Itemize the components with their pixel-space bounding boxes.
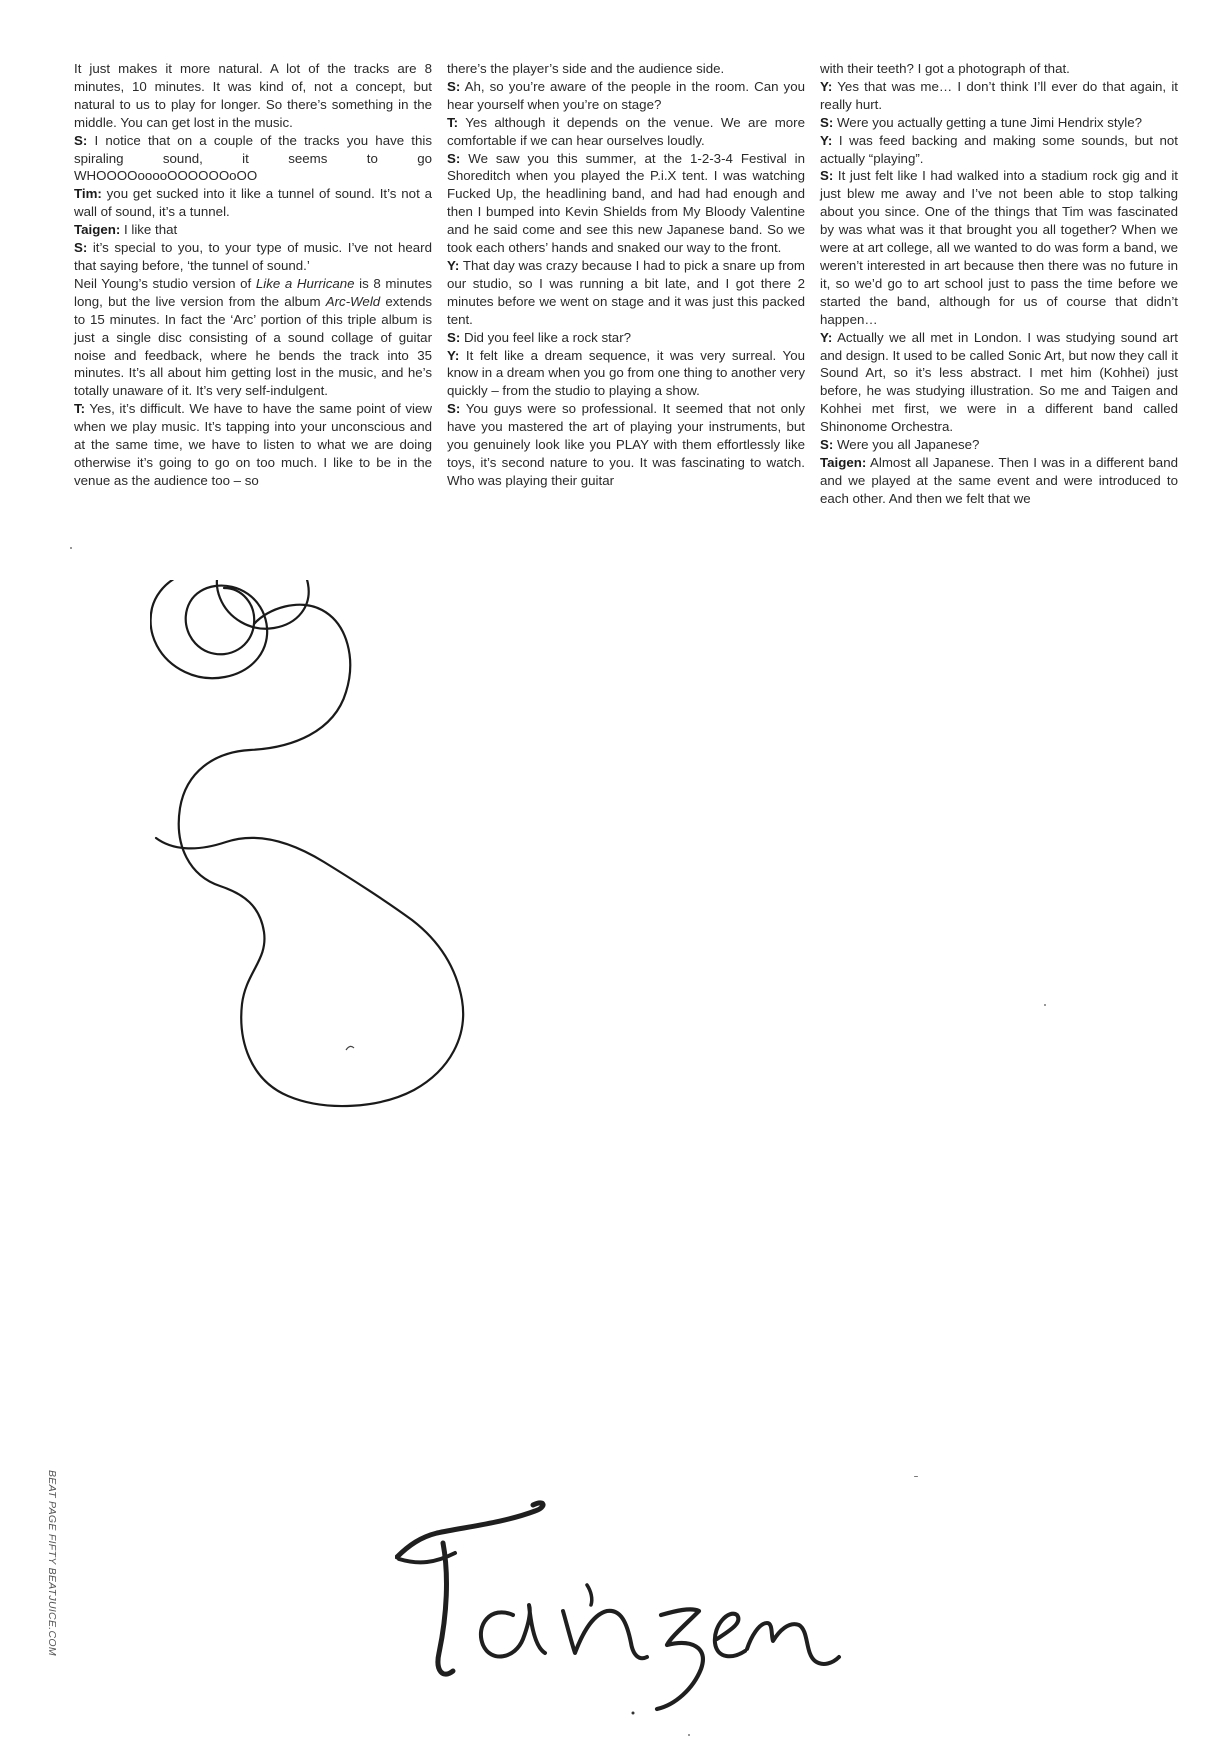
signature-stroke-a — [481, 1605, 545, 1656]
speaker-label: Taigen: — [74, 222, 121, 238]
article-paragraph: Tim: you get sucked into it like a tunnel of sound. It’s not a wall of sound, it’s a tunnel. — [74, 186, 432, 220]
drawing-long-stroke — [156, 605, 463, 1106]
article-column-2 — [447, 60, 805, 516]
signature-stroke-t-stem — [438, 1543, 453, 1674]
italic-title: Like a Hurricane — [255, 275, 355, 291]
signature-stroke-t-bar — [397, 1503, 543, 1557]
article-paragraph: S: Were you all Japanese? — [820, 437, 980, 453]
italic-title: Arc-Weld — [325, 293, 381, 309]
article-paragraph: with their teeth? I got a photograph of that. — [820, 61, 1070, 76]
article-paragraph: Y: Yes that was me… I don’t think I’ll ever do that again, it really hurt. — [820, 78, 1178, 112]
article-paragraph: Y: Actually we all met in London. I was studying sound art and design. It used to be called Sonic Art, but now they call it Sound Art, so it’s less abstract. I met him (Kohhei) just before, he was studying illustration. So me and Taigen and Kohhei met first, we were in a different band called Shinonome Orchestra. — [820, 329, 1178, 435]
article-paragraph: T: Yes, it’s difficult. We have to have the same point of view when we play music. It’s tapping into your unconscious and at the same time, we have to listen to what we are doing otherwise it’s going to go on too much. I like to be in the venue as the audience too – so — [74, 401, 432, 488]
article-paragraph: T: Yes although it depends on the venue. We are more comfortable if we can hear ourselves loudly. — [447, 114, 805, 148]
speaker-label: S: — [447, 401, 461, 417]
speaker-label: Taigen: — [820, 454, 867, 470]
speaker-label: S: — [74, 240, 88, 256]
signature-stroke-e — [715, 1614, 745, 1657]
article-paragraph: S: We saw you this summer, at the 1-2-3-4 Festival in Shoreditch when you played the P.i.X tent. I was watching Fucked Up, the headlining band, and had had enough and then I bumped into Kevin Shields from My Bloody Valentine and he said come and see this new Japanese band. So we took each others’ hands and snaked our way to the front. — [447, 150, 805, 256]
speaker-label: Y: — [820, 329, 833, 345]
article-paragraph: S: I notice that on a couple of the tracks you have this spiraling sound, it seems to go WHOOOOooooOOOOOOoOO — [74, 132, 432, 184]
article-paragraph: S: it’s special to you, to your type of music. I’ve not heard that saying before, ‘the tunnel of sound.’ — [74, 240, 432, 273]
side-caption: BEAT PAGE FIFTY BEATJUICE.COM — [46, 1470, 58, 1656]
speaker-label: S: — [447, 78, 461, 94]
speaker-label: T: — [74, 401, 86, 417]
speaker-label: S: — [447, 329, 461, 345]
speaker-label: Y: — [447, 257, 460, 273]
article-paragraph: Y: That day was crazy because I had to pick a snare up from our studio, so I was running a bit late, and I got there 2 minutes before we went on stage and it was just this packed tent. — [447, 257, 805, 327]
article-paragraph: Taigen: Almost all Japanese. Then I was in a different band and we played at the same event and were introduced to each other. And then we felt that we — [820, 454, 1178, 506]
signature-stroke-i-dot — [587, 1585, 592, 1605]
article-paragraph: Y: I was feed backing and making some sounds, but not actually “playing”. — [820, 132, 1178, 166]
article-paragraph: Y: It felt like a dream sequence, it was very surreal. You know in a dream when you go from one thing to another very quickly – from the studio to playing a show. — [447, 347, 805, 399]
article-column-3 — [820, 60, 1178, 516]
speaker-label: S: — [447, 150, 461, 166]
signature-dot — [632, 1712, 635, 1715]
speaker-label: S: — [74, 132, 88, 148]
article-paragraph: Neil Young’s studio version of Like a Hurricane is 8 minutes long, but the live version from the album Arc-Weld extends to 15 minutes. In fact the ‘Arc’ portion of this triple album is just a single disc consisting of a sound collage of guitar noise and feedback, where he bends the track into 35 minutes. It’s all about him getting lost in the music, and he’s totally unaware of it. It’s very self-indulgent. — [74, 275, 432, 399]
speaker-label: S: — [820, 437, 834, 453]
paper-speck — [688, 1734, 690, 1736]
signature-stroke-g — [657, 1609, 703, 1709]
drawing-spiral-loop — [151, 580, 268, 678]
article-paragraph: Taigen: I like that — [74, 222, 178, 238]
article-paragraph: It just makes it more natural. A lot of the tracks are 8 minutes, 10 minutes. It was kind of, not a concept, but natural to us to play for longer. So there’s something in the middle. You can get lost in the music. — [74, 61, 432, 130]
speaker-label: Y: — [447, 347, 460, 363]
article-paragraph: there’s the player’s side and the audience side. — [447, 61, 725, 76]
handwritten-signature — [395, 1465, 855, 1725]
paper-speck — [914, 1476, 918, 1477]
article-paragraph: S: You guys were so professional. It seemed that not only have you mastered the art of playing your instruments, but you genuinely look like you PLAY with them effortlessly like toys, it’s second nature to you. It was fascinating to watch. Who was playing their guitar — [447, 401, 805, 488]
speaker-label: Y: — [820, 78, 833, 94]
speaker-label: S: — [820, 114, 834, 130]
signature-stroke-n — [747, 1623, 839, 1664]
paper-speck — [1044, 1004, 1046, 1006]
speaker-label: Y: — [820, 132, 833, 148]
article-paragraph: S: It just felt like I had walked into a stadium rock gig and it just blew me away and I’ve not been able to stop talking about you since. One of the things that Tim was fascinated by was what was it that brought you all together? When we were at art college, all we wanted to do was form a band, we weren’t interested in art because then there was no future in it, so we’d go to art school just to pass the time before we started the band, although for us of course that didn’t happen… — [820, 168, 1178, 327]
line-drawing-illustration — [150, 580, 580, 1240]
speaker-label: T: — [447, 114, 459, 130]
signature-stroke-i — [563, 1611, 647, 1658]
paper-speck — [70, 547, 72, 549]
article-paragraph: S: Ah, so you’re aware of the people in the room. Can you hear yourself when you’re on stage? — [447, 78, 805, 112]
article-columns — [74, 60, 1178, 516]
article-paragraph: S: Did you feel like a rock star? — [447, 329, 632, 345]
drawing-small-mark — [346, 1046, 354, 1050]
article-column-1 — [74, 60, 432, 516]
speaker-label: Tim: — [74, 186, 102, 202]
article-paragraph: S: Were you actually getting a tune Jimi Hendrix style? — [820, 114, 1142, 130]
speaker-label: S: — [820, 168, 834, 184]
